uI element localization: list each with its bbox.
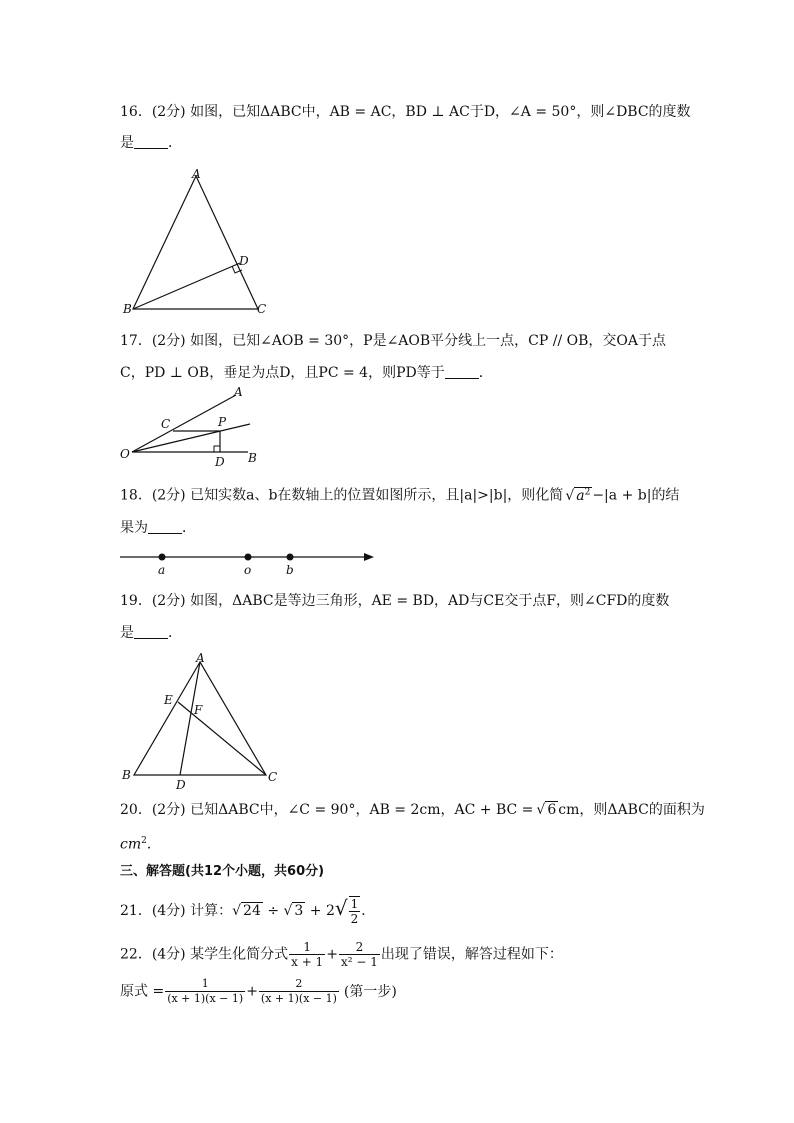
q18-text-line2 [120, 518, 196, 538]
q20-end: ． [146, 836, 161, 853]
q19-label-b: B [122, 768, 131, 782]
q18-number-line [118, 546, 380, 580]
q16-label-c: C [257, 302, 267, 316]
q22-plus: + [326, 946, 338, 963]
q20-unit-exp: 2 [141, 836, 147, 846]
q21-radical-2: √ 3 [283, 903, 304, 919]
q18-end: ． [182, 520, 196, 536]
q21-radical-3: √ [334, 896, 348, 920]
q16-label-a: A [192, 167, 201, 181]
q22-suffix: 出现了错误，解答过程如下： [380, 946, 563, 963]
section-3-heading: 三、解答题(共12个小题，共60分) [120, 864, 325, 879]
q18-text-line1 [120, 482, 679, 506]
q18-axis-arrow [364, 553, 374, 561]
q16-end: ． [168, 135, 182, 151]
q16-segment-bd [133, 263, 240, 309]
q17-answer-blank [445, 364, 479, 379]
q18-line1-b: 的结 [651, 487, 680, 504]
q19-label-a: A [196, 651, 205, 665]
q17-end: ． [478, 365, 493, 381]
q22-line2-prefix: 原式 = [120, 983, 165, 1000]
q16-line2-label: 是 [120, 135, 134, 151]
q17-label-o: O [120, 447, 130, 461]
q17-text-line2 [120, 363, 493, 383]
q20-line1-a: 20．(2分) 已知ΔABC中，∠C = 90°，AB = 2cm，AC + BC = [120, 802, 534, 818]
q22-fraction-1 [289, 940, 325, 969]
q22-step1-fraction-1 [165, 977, 245, 1006]
q19-text-line2 [120, 623, 182, 643]
q22-g1-num: 1 [165, 977, 245, 992]
q18-point-b [287, 554, 294, 561]
q18-point-o [245, 554, 252, 561]
q19-end: ． [168, 625, 182, 641]
q18-after-sqrt: −|a + b| [592, 487, 652, 504]
q19-label-d: D [176, 778, 186, 792]
q18-label-a: a [158, 563, 166, 577]
q19-line2-label: 是 [120, 625, 134, 641]
q17-label-p: P [218, 415, 227, 429]
q22-f2-num: 2 [339, 940, 380, 955]
q18-radicand: a [576, 487, 585, 504]
q16-figure [118, 164, 278, 322]
q21-den: 2 [350, 912, 359, 926]
q16-answer-blank [134, 134, 168, 149]
q17-label-a: A [234, 386, 243, 399]
q19-label-f: F [194, 703, 203, 717]
q22-step-label: (第一步) [343, 983, 397, 1000]
q19-label-c: C [268, 770, 278, 784]
q19-text-line1: 19．(2分) 如图，ΔABC是等边三角形，AE = BD，AD与CE交于点F，则∠CFD的度数 [120, 593, 670, 609]
q21-text [120, 896, 375, 926]
q20-text-line2 [120, 831, 161, 855]
q21-prefix: 21．(4分) 计算： [120, 903, 233, 919]
q22-step1-plus: + [246, 983, 258, 1000]
q19-label-e: E [164, 693, 173, 707]
q21-end: ． [361, 903, 376, 919]
q17-label-d: D [215, 455, 225, 468]
q21-fraction [349, 896, 361, 926]
q16-label-b: B [123, 302, 132, 316]
q21-radical-1: √ 24 [232, 903, 261, 919]
q18-point-a [159, 554, 166, 561]
q18-label-b: b [286, 563, 294, 577]
q20-text-line1 [120, 800, 705, 820]
q17-label-b: B [248, 451, 257, 465]
q18-radical: √ $a^2$ [565, 487, 591, 504]
q17-label-c: C [161, 417, 171, 431]
q22-step1-fraction-2 [259, 977, 339, 1006]
q18-line1-a: 18．(2分) 已知实数a、b在数轴上的位置如图所示，且|a|>|b|，则化简 [120, 487, 564, 504]
q22-g1-den: (x + 1)(x − 1) [167, 992, 244, 1005]
q19-figure [118, 646, 288, 792]
q22-fraction-2 [339, 940, 380, 969]
q22-g2-num: 2 [259, 977, 339, 992]
q16-triangle [133, 176, 258, 309]
q17-bisector [132, 424, 250, 452]
q22-f1-num: 1 [289, 940, 325, 955]
q16-text-line1: 16．(2分) 如图，已知ΔABC中，AB = AC，BD ⊥ AC于D，∠A = 50°，则∠DBC的度数 [120, 104, 691, 120]
q20-radical: √ 6 [536, 802, 557, 818]
q22-prefix: 22．(4分) 某学生化简分式 [120, 946, 289, 963]
q18-radicand-exp: 2 [584, 487, 591, 497]
q17-line2-label: C，PD ⊥ OB，垂足为点D，且PC = 4，则PD等于 [120, 365, 445, 381]
q22-g2-den: (x + 1)(x − 1) [260, 992, 337, 1005]
q20-radicand: 6 [547, 802, 557, 818]
q16-text-line2 [120, 133, 182, 153]
q22-text-line1 [120, 940, 563, 969]
q20-line1-b: cm，则ΔABC的面积为 [558, 802, 705, 818]
q17-text-line1: 17．(2分) 如图，已知∠AOB = 30°，P是∠AOB平分线上一点，CP // OB，交OA于点 [120, 333, 666, 349]
q22-text-line2 [120, 977, 397, 1006]
q21-radicand-2: 3 [294, 903, 304, 919]
q18-label-o: o [244, 563, 252, 577]
q18-line2-label: 果为 [120, 520, 148, 536]
q21-num: 1 [350, 897, 359, 911]
q19-answer-blank [134, 624, 168, 639]
q16-label-d: D [239, 254, 249, 268]
q21-op2: + 2 [309, 903, 335, 919]
q17-figure [116, 386, 266, 468]
q22-f2-den: x² − 1 [340, 955, 378, 969]
q22-f1-den: x + 1 [291, 955, 324, 969]
q18-answer-blank [148, 519, 182, 534]
q21-radicand-1: 24 [243, 903, 261, 919]
q19-segment-ce [178, 702, 266, 775]
q20-unit: cm [120, 836, 142, 853]
q21-op1: ÷ [267, 903, 280, 919]
q17-right-angle-mark [214, 446, 220, 452]
